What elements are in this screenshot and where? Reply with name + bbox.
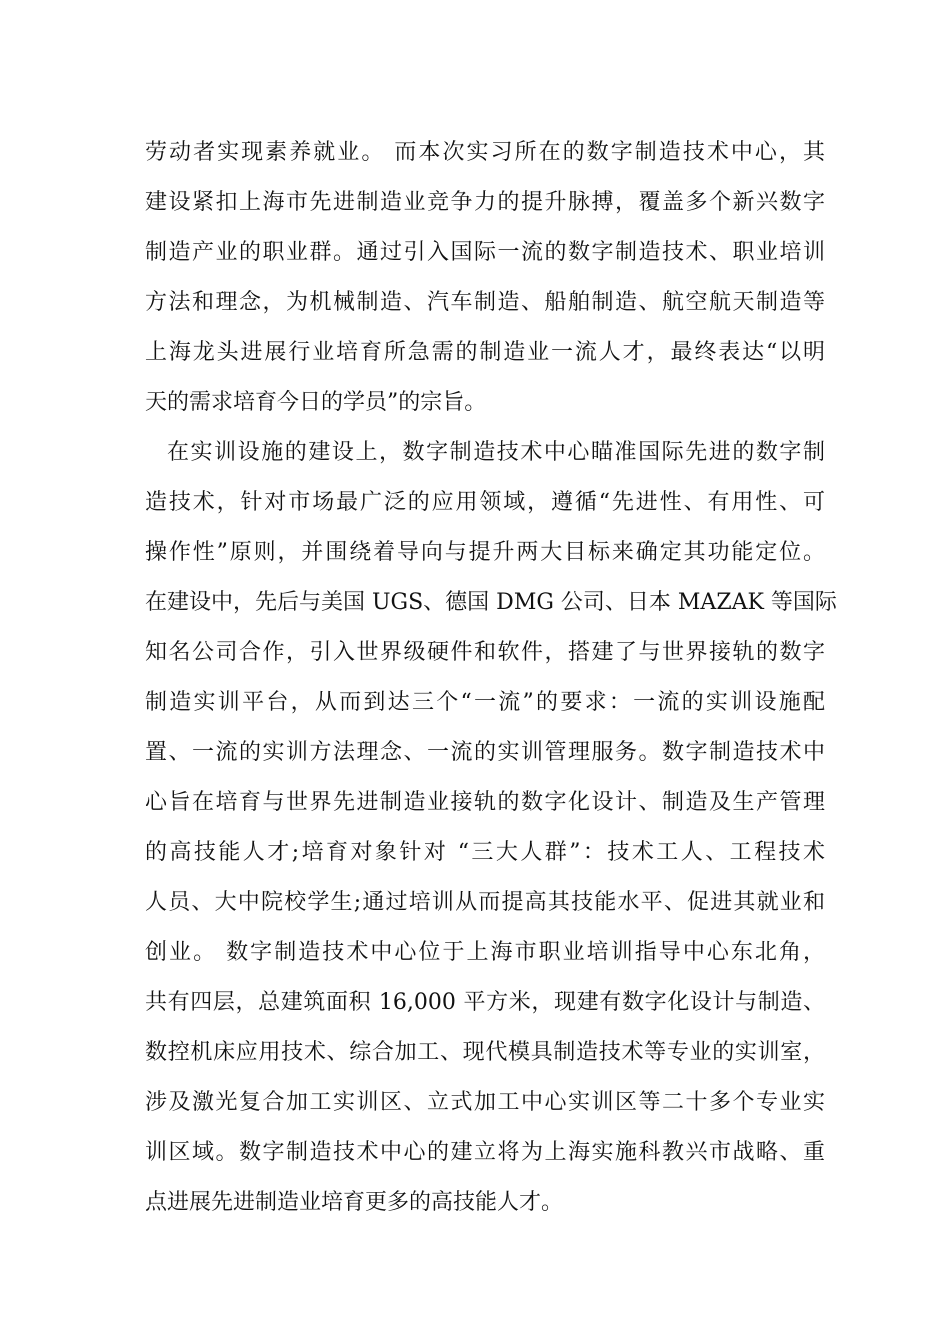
text-line: 造技术，针对市场最广泛的应用领域，遵循“先进性、有用性、可 (145, 490, 825, 515)
text-line: 制造产业的职业群。通过引入国际一流的数字制造技术、职业培训 (145, 240, 825, 265)
text-line: 天的需求培育今日的学员”的宗旨。 (145, 390, 487, 415)
text-line: 操作性”原则，并围绕着导向与提升两大目标来确定其功能定位。 (145, 540, 825, 565)
text-line: 涉及激光复合加工实训区、立式加工中心实训区等二十多个专业实 (145, 1090, 825, 1115)
text-line: 制造实训平台，从而到达三个“一流”的要求：一流的实训设施配 (145, 690, 825, 715)
text-line: 人员、大中院校学生;通过培训从而提高其技能水平、促进其就业和 (145, 890, 825, 915)
text-line: 方法和理念，为机械制造、汽车制造、船舶制造、航空航天制造等 (145, 290, 825, 315)
text-line: 知名公司合作，引入世界级硬件和软件，搭建了与世界接轨的数字 (145, 640, 825, 665)
text-line: 创业。 数字制造技术中心位于上海市职业培训指导中心东北角， (145, 940, 825, 965)
text-line: 的高技能人才;培育对象针对 “三大人群”：技术工人、工程技术 (145, 840, 825, 865)
text-line: 心旨在培育与世界先进制造业接轨的数字化设计、制造及生产管理 (145, 790, 825, 815)
text-line: 数控机床应用技术、综合加工、现代模具制造技术等专业的实训室， (145, 1040, 825, 1065)
text-line: 建设紧扣上海市先进制造业竞争力的提升脉搏，覆盖多个新兴数字 (145, 190, 825, 215)
text-line: 共有四层，总建筑面积 16,000 平方米，现建有数字化设计与制造、 (145, 990, 825, 1015)
text-line: 上海龙头进展行业培育所急需的制造业一流人才，最终表达“以明 (145, 340, 825, 365)
text-line: 在建设中，先后与美国 UGS、德国 DMG 公司、日本 MAZAK 等国际 (145, 590, 837, 615)
text-line: 点进展先进制造业培育更多的高技能人才。 (145, 1190, 564, 1215)
text-line: 置、一流的实训方法理念、一流的实训管理服务。数字制造技术中 (145, 740, 825, 765)
body-text (145, 128, 837, 1228)
text-line: 训区域。数字制造技术中心的建立将为上海实施科教兴市战略、重 (145, 1140, 825, 1165)
text-line: 劳动者实现素养就业。 而本次实习所在的数字制造技术中心，其 (145, 140, 825, 165)
text-line: 在实训设施的建设上，数字制造技术中心瞄准国际先进的数字制 (167, 440, 825, 465)
